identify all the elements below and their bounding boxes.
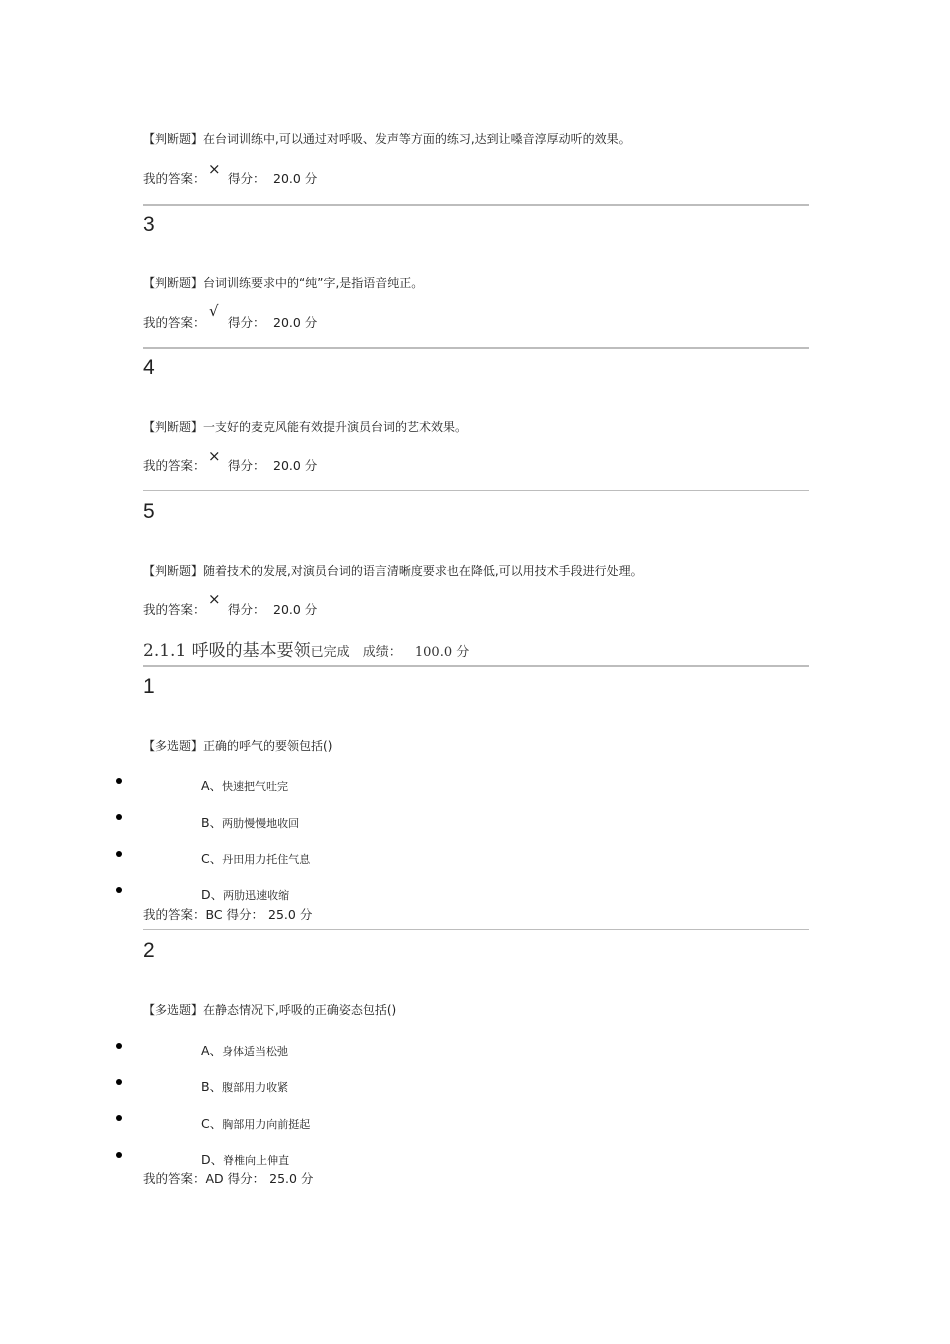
check-mark-icon: √	[209, 302, 219, 320]
question-number: 3	[143, 213, 155, 236]
bullet-icon	[116, 814, 122, 820]
option-text: 快速把气吐完	[222, 780, 289, 793]
option-letter: A、	[201, 1043, 223, 1058]
answer-label: 我的答案：	[143, 171, 206, 186]
score-label: 得分：	[228, 602, 266, 617]
option-text: 丹田用力托住气息	[222, 853, 311, 866]
bullet-icon	[116, 1043, 122, 1049]
score-value: 20.0 分	[273, 171, 318, 186]
bullet-icon	[116, 887, 122, 893]
score-value: 20.0 分	[273, 315, 318, 330]
section-grade-value: 100.0 分	[414, 645, 470, 660]
bullet-icon	[116, 851, 122, 857]
option-text: 胸部用力向前挺起	[222, 1118, 311, 1131]
question-body: 随着技术的发展,对演员台词的语言清晰度要求也在降低,可以用技术手段进行处理。	[203, 564, 643, 578]
score-label: 得分：	[228, 171, 266, 186]
question-body: 正确的呼气的要领包括()	[203, 739, 333, 753]
question-number: 5	[143, 500, 155, 523]
score-value: 20.0 分	[273, 458, 318, 473]
option-b	[201, 813, 299, 831]
score-label: 得分：	[228, 315, 266, 330]
answer-label: 我的答案：	[143, 315, 206, 330]
question-type-label: 【判断题】	[143, 276, 204, 290]
cross-mark-icon: ×	[208, 590, 221, 608]
cross-mark-icon: ×	[208, 160, 221, 178]
answer-line: 我的答案：BC 得分： 25.0 分	[143, 907, 313, 922]
question-number: 2	[143, 939, 155, 962]
option-d	[201, 885, 289, 903]
question-text	[143, 562, 643, 579]
question-text	[143, 1001, 396, 1018]
question-type-label: 【判断题】	[143, 564, 204, 578]
score-value: 20.0 分	[273, 602, 318, 617]
option-letter: D、	[201, 887, 224, 902]
section-status: 已完成	[310, 645, 350, 660]
bullet-icon	[116, 778, 122, 784]
option-text: 身体适当松弛	[222, 1045, 289, 1058]
option-c	[201, 849, 310, 867]
bullet-icon	[116, 1079, 122, 1085]
bullet-icon	[116, 1152, 122, 1158]
divider	[143, 490, 809, 491]
option-letter: C、	[201, 851, 223, 866]
answer-line: 我的答案：AD 得分： 25.0 分	[143, 1171, 314, 1186]
question-body: 在台词训练中,可以通过对呼吸、发声等方面的练习,达到让嗓音淳厚动听的效果。	[203, 132, 631, 146]
question-body: 一支好的麦克风能有效提升演员台词的艺术效果。	[203, 420, 468, 434]
question-number: 1	[143, 675, 155, 698]
question-type-label: 【多选题】	[143, 1003, 204, 1017]
option-a	[201, 1041, 288, 1059]
section-header	[143, 636, 469, 661]
question-text	[143, 274, 423, 291]
score-label: 得分：	[228, 458, 266, 473]
divider	[143, 204, 809, 206]
option-text: 腹部用力收紧	[222, 1081, 289, 1094]
question-text	[143, 737, 332, 754]
option-d	[201, 1150, 289, 1168]
option-b	[201, 1077, 288, 1095]
section-grade-label: 成绩：	[362, 645, 402, 660]
answer-label: 我的答案：	[143, 602, 206, 617]
divider	[143, 929, 809, 930]
option-a	[201, 776, 288, 794]
question-body: 在静态情况下,呼吸的正确姿态包括()	[203, 1003, 397, 1017]
option-letter: B、	[201, 1079, 223, 1094]
divider	[143, 347, 809, 349]
cross-mark-icon: ×	[208, 447, 221, 465]
question-text	[143, 130, 631, 147]
divider	[143, 665, 809, 667]
question-type-label: 【判断题】	[143, 420, 204, 434]
question-type-label: 【判断题】	[143, 132, 204, 146]
option-c	[201, 1114, 310, 1132]
section-title: 2.1.1 呼吸的基本要领	[143, 641, 311, 661]
question-number: 4	[143, 356, 155, 379]
question-type-label: 【多选题】	[143, 739, 204, 753]
option-text: 脊椎向上伸直	[223, 1154, 290, 1167]
option-text: 两肋慢慢地收回	[222, 817, 300, 830]
option-text: 两肋迅速收缩	[223, 889, 290, 902]
answer-label: 我的答案：	[143, 458, 206, 473]
question-text	[143, 418, 467, 435]
option-letter: B、	[201, 815, 223, 830]
option-letter: A、	[201, 778, 223, 793]
bullet-icon	[116, 1115, 122, 1121]
option-letter: C、	[201, 1116, 223, 1131]
question-body: 台词训练要求中的“纯”字,是指语音纯正。	[203, 276, 424, 290]
option-letter: D、	[201, 1152, 224, 1167]
